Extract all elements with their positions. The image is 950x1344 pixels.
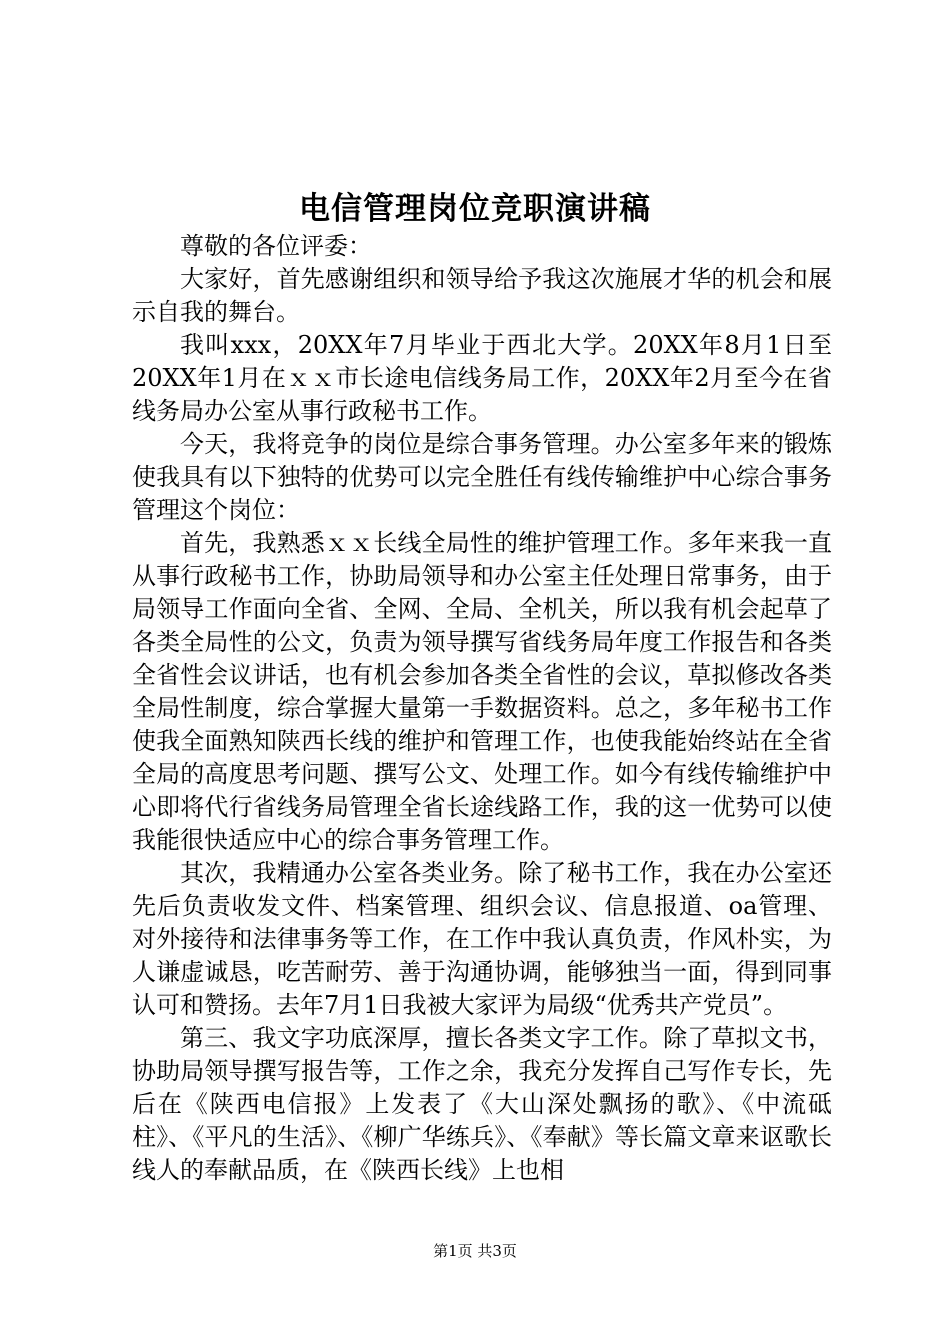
paragraph-second-strength: 其次，我精通办公室各类业务。除了秘书工作，我在办公室还先后负责收发文件、档案管理、组织会议、信息报道、oa管理、对外接待和法律事务等工作，在工作中我认真负责，作风朴实，为人谦虚诚恳，吃苦耐劳、善于沟通协调，能够独当一面，得到同事认可和赞扬。去年7月1日我被大家评为局级“优秀共产党员”。 — [132, 859, 832, 1019]
paragraph-greeting: 大家好，首先感谢组织和领导给予我这次施展才华的机会和展示自我的舞台。 — [132, 265, 832, 326]
document-title: 电信管理岗位竞职演讲稿 — [299, 191, 651, 227]
paragraph-background: 我叫xxx，20XX年7月毕业于西北大学。20XX年8月1日至20XX年1月在ｘｘ市长途电信线务局工作，20XX年2月至今在省线务局办公室从事行政秘书工作。 — [132, 331, 832, 425]
paragraph-first-strength: 首先，我熟悉ｘｘ长线全局性的维护管理工作。多年来我一直从事行政秘书工作，协助局领导和办公室主任处理日常事务，由于局领导工作面向全省、全网、全局、全机关，所以我有机会起草了各类全局性的公文，负责为领导撰写省线务局年度工作报告和各类全省性会议讲话，也有机会参加各类全省性的会议，草拟修改各类全局性制度，综合掌握大量第一手数据资料。总之，多年秘书工作使我全面熟知陕西长线的维护和管理工作，也使我能始终站在全省全局的高度思考问题、撰写公文、处理工作。如今有线传输维护中心即将代行省线务局管理全省长途线路工作，我的这一优势可以使我能很快适应中心的综合事务管理工作。 — [132, 529, 832, 854]
page-footer: 第1页 共3页 — [433, 1242, 517, 1260]
paragraph-target-position: 今天，我将竞争的岗位是综合事务管理。办公室多年来的锻炼使我具有以下独特的优势可以完全胜任有线传输维护中心综合事务管理这个岗位： — [132, 430, 832, 524]
paragraph-salutation: 尊敬的各位评委： — [180, 232, 372, 260]
paragraph-third-strength: 第三、我文字功底深厚，擅长各类文字工作。除了草拟文书，协助局领导撰写报告等，工作之余，我充分发挥自己写作专长，先后在《陕西电信报》上发表了《大山深处飘扬的歌》、《中流砥柱》、《平凡的生活》、《柳广华练兵》、《奉献》等长篇文章来讴歌长线人的奉献品质，在《陕西长线》上也相 — [132, 1024, 832, 1184]
document-body — [132, 230, 832, 1187]
